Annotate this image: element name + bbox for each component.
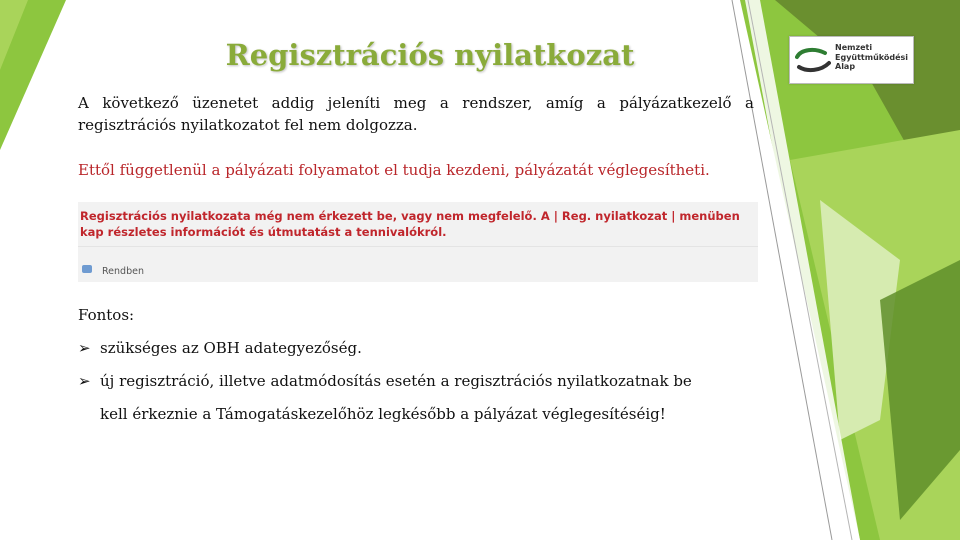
bullet-continuation: kell érkeznie a Támogatáskezelőhöz legkésőbb a pályázat véglegesítéséig!	[100, 405, 666, 423]
notice-status: Rendben	[102, 266, 144, 277]
notice-screenshot	[78, 202, 758, 282]
slide-title: Regisztrációs nyilatkozat	[225, 38, 635, 72]
notice-message: Regisztrációs nyilatkozata még nem érkezett be, vagy nem megfelelő. A | Reg. nyilatkozat | menüben kap részletes információt és útmutatást a tennivalókról.	[80, 209, 740, 239]
nea-logo	[789, 36, 914, 84]
logo-text	[835, 43, 908, 72]
highlight-paragraph: Ettől függetlenül a pályázati folyamatot el tudja kezdeni, pályázatát véglegesítheti.	[78, 161, 710, 179]
logo-line: Együttműködési	[835, 52, 909, 62]
notice-divider	[78, 246, 758, 247]
bullet-text: új regisztráció, illetve adatmódosítás esetén a regisztrációs nyilatkozatnak be	[100, 372, 692, 390]
arrow-bullet-icon: ➢	[78, 372, 91, 390]
bullet-text: szükséges az OBH adategyezőség.	[100, 339, 362, 357]
nea-logo-icon	[795, 45, 831, 75]
status-icon	[82, 265, 92, 273]
logo-line: Nemzeti	[835, 43, 873, 52]
arrow-bullet-icon: ➢	[78, 339, 91, 357]
logo-line: Alap	[835, 62, 856, 71]
intro-paragraph: A következő üzenetet addig jeleníti meg a rendszer, amíg a pályázatkezelő a regisztrációs nyilatkozatot fel nem dolgozza.	[78, 94, 754, 134]
important-label: Fontos:	[78, 306, 135, 324]
